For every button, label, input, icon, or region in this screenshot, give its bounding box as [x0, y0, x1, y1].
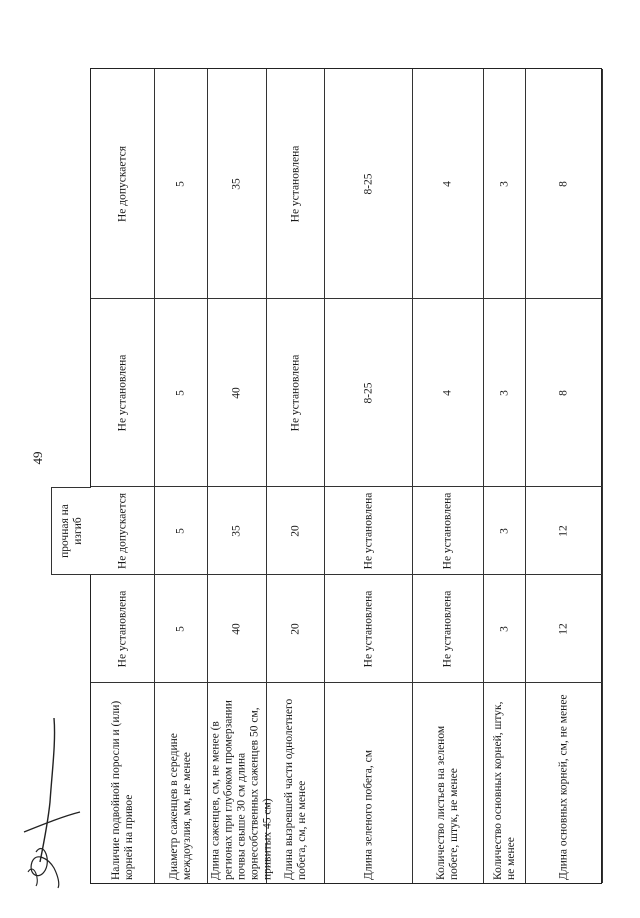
table-row	[325, 69, 413, 883]
value-col-1-cell	[484, 575, 525, 683]
table-row	[484, 69, 526, 883]
value-col-2-cell	[413, 487, 483, 575]
value-col-4-cell	[325, 69, 412, 299]
cell-value: 35	[230, 524, 243, 537]
cell-value: 12	[557, 622, 570, 635]
header-fragment-cell	[51, 487, 91, 575]
value-col-1-cell	[325, 575, 412, 683]
table-row	[91, 69, 155, 883]
row-label-text: Диаметр саженцев в середине междоузлия, мм, не менее	[168, 733, 193, 880]
cell-value: Не установлена	[116, 590, 128, 667]
row-label-text: Количество основных корней, штук, не менее	[491, 701, 517, 880]
value-col-3-cell	[413, 299, 483, 487]
value-col-2-cell	[208, 487, 266, 575]
table-row	[526, 69, 603, 883]
cell-value: 12	[557, 524, 570, 537]
cell-value: Не установлена	[362, 590, 374, 667]
value-col-2-cell	[526, 487, 602, 575]
value-col-4-cell	[484, 69, 525, 299]
value-col-2-cell	[91, 487, 154, 575]
value-col-1-cell	[91, 575, 154, 683]
value-col-3-cell	[91, 299, 154, 487]
row-label-cell	[484, 683, 525, 885]
row-label-text: Длина вызревшей части однолетнего побега, см, не менее	[282, 698, 308, 880]
cell-value: Не допускается	[116, 492, 128, 569]
cell-value: 40	[230, 622, 243, 635]
value-col-3-cell	[267, 299, 324, 487]
value-col-4-cell	[91, 69, 154, 299]
value-col-1-cell	[526, 575, 602, 683]
value-col-1-cell	[208, 575, 266, 683]
cell-value: 5	[174, 180, 187, 187]
value-col-4-cell	[413, 69, 483, 299]
cell-value: 3	[498, 625, 510, 632]
row-label-cell	[267, 683, 324, 885]
value-col-4-cell	[155, 69, 207, 299]
value-col-4-cell	[526, 69, 602, 299]
signature	[14, 712, 86, 892]
row-label-cell	[208, 683, 274, 885]
header-fragment	[91, 69, 92, 70]
header-fragment-text: прочная на изгиб	[58, 504, 84, 558]
table-row	[208, 69, 274, 883]
value-col-1-cell	[267, 575, 324, 683]
cell-value: 3	[498, 527, 510, 534]
cell-value: 8	[557, 180, 570, 187]
value-col-2-cell	[325, 487, 412, 575]
value-col-2-cell	[484, 487, 525, 575]
value-col-2-cell	[267, 487, 324, 575]
value-col-2-cell	[155, 487, 207, 575]
cell-value: 20	[289, 524, 301, 537]
cell-value: 3	[498, 389, 510, 396]
page-number: 49	[30, 451, 45, 465]
value-col-3-cell	[325, 299, 412, 487]
cell-value: 3	[498, 180, 510, 187]
cell-value: Не установлена	[289, 145, 301, 222]
cell-value: Не установлена	[289, 354, 301, 431]
requirements-table	[58, 68, 602, 884]
row-label-cell	[413, 683, 483, 885]
cell-value: 35	[230, 177, 243, 190]
cell-value: Не установлена	[441, 492, 454, 569]
row-label-cell	[325, 683, 412, 885]
cell-value: 8-25	[362, 381, 374, 404]
row-label-cell	[91, 683, 154, 885]
cell-value: 5	[174, 527, 187, 534]
value-col-1-cell	[155, 575, 207, 683]
row-label-text: Длина основных корней, см, не менее	[557, 694, 570, 880]
value-col-3-cell	[484, 299, 525, 487]
cell-value: 4	[441, 389, 454, 396]
cell-value: 20	[289, 622, 301, 635]
row-label-text: Длина саженцев, см, не менее (в регионах при глубоком промерзании почвы свыше 30 см длина корнесобственных саженцев 50 см, привитых 45 см)	[209, 700, 274, 880]
cell-value: 8-25	[362, 172, 374, 195]
cell-value: Не допускается	[116, 145, 128, 222]
table-row	[413, 69, 484, 883]
row-label-text: Длина зеленого побега, см	[362, 750, 374, 880]
value-col-1-cell	[413, 575, 483, 683]
value-col-4-cell	[267, 69, 324, 299]
cell-value: 5	[174, 389, 187, 396]
cell-value: Не установлена	[441, 590, 454, 667]
cell-value: 5	[174, 625, 187, 632]
cell-value: 40	[230, 386, 243, 399]
row-label-text: Количество листьев на зеленом побеге, штук, не менее	[435, 725, 460, 880]
value-col-4-cell	[208, 69, 266, 299]
cell-value: Не установлена	[116, 354, 128, 431]
value-col-3-cell	[155, 299, 207, 487]
cell-value: 4	[441, 180, 454, 187]
value-col-3-cell	[208, 299, 266, 487]
row-label-text: Наличие подвойной поросли и (или) корней на привое	[109, 700, 135, 880]
table-row	[155, 69, 208, 883]
row-label-cell	[155, 683, 207, 885]
row-label-cell	[526, 683, 602, 885]
cell-value: 8	[557, 389, 570, 396]
cell-value: Не установлена	[362, 492, 374, 569]
value-col-3-cell	[526, 299, 602, 487]
table-row	[267, 69, 325, 883]
